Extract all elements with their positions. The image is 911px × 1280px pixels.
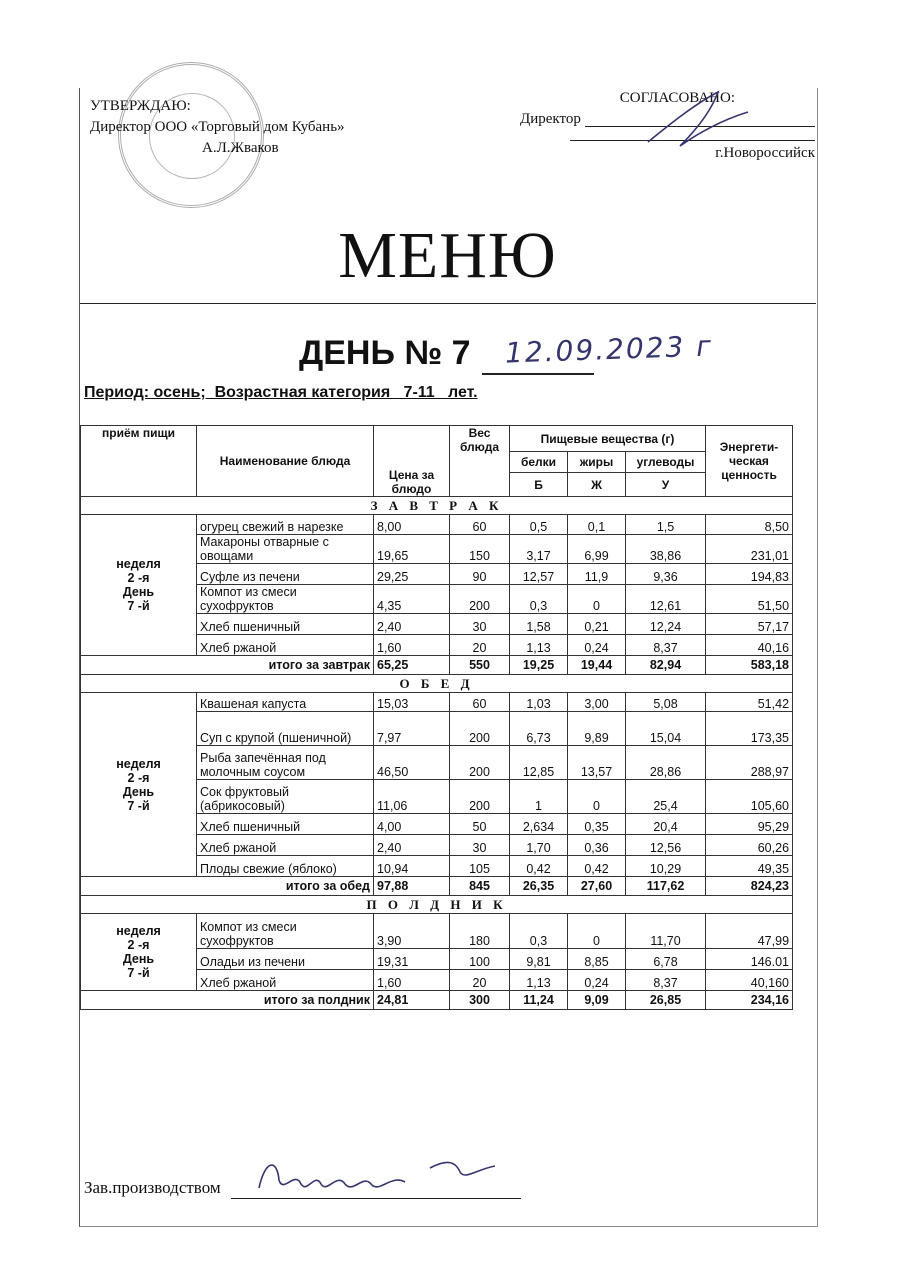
protein-cell: 12,57 (510, 564, 568, 585)
page-title: МЕНЮ (338, 219, 557, 292)
protein-cell: 3,17 (510, 535, 568, 564)
approve-title: УТВЕРЖДАЮ: (90, 98, 191, 114)
total-fat-cell: 19,44 (568, 656, 626, 675)
carbs-cell: 1,5 (626, 515, 706, 535)
footer-label: Зав.производством (84, 1178, 221, 1197)
energy-cell: 49,35 (706, 856, 793, 877)
meal-group-week: неделя (116, 756, 161, 771)
fat-cell: 8,85 (568, 949, 626, 970)
approve-name: А.Л.Жваков (202, 140, 279, 156)
dish-name-cell: огурец свежий в нарезке (197, 515, 374, 535)
agreed-position: Директор (520, 111, 581, 127)
carbs-cell: 10,29 (626, 856, 706, 877)
weight-cell: 50 (450, 814, 510, 835)
meal-group-cell (81, 515, 197, 656)
day-underline (482, 373, 594, 375)
total-label: итого за обед (81, 877, 374, 896)
dish-name-cell: Компот из смеси сухофруктов (197, 585, 374, 614)
energy-cell: 146.01 (706, 949, 793, 970)
fat-cell: 0,1 (568, 515, 626, 535)
weight-cell: 180 (450, 914, 510, 949)
energy-cell: 231,01 (706, 535, 793, 564)
weight-cell: 20 (450, 635, 510, 656)
meal-group-week-no: 2 -я (127, 938, 150, 952)
price-cell: 2,40 (374, 835, 450, 856)
carbs-cell: 28,86 (626, 746, 706, 780)
meal-group-day-no: 7 -й (127, 966, 150, 980)
table-row (81, 914, 793, 949)
energy-cell: 173,35 (706, 712, 793, 746)
footer-signature-line (231, 1198, 521, 1199)
total-protein-cell: 11,24 (510, 991, 568, 1010)
header-protein: белки (510, 452, 568, 473)
fat-cell: 0,21 (568, 614, 626, 635)
fat-cell: 13,57 (568, 746, 626, 780)
weight-cell: 60 (450, 693, 510, 712)
fat-cell: 0 (568, 780, 626, 814)
weight-cell: 30 (450, 614, 510, 635)
price-cell: 4,00 (374, 814, 450, 835)
meal-group-day-no: 7 -й (127, 798, 150, 813)
title-divider (80, 303, 816, 304)
price-cell: 8,00 (374, 515, 450, 535)
price-cell: 11,06 (374, 780, 450, 814)
total-row (81, 877, 793, 896)
total-fat-cell: 9,09 (568, 991, 626, 1010)
section-title: З А В Т Р А К (81, 497, 793, 515)
energy-cell: 51,50 (706, 585, 793, 614)
price-cell: 29,25 (374, 564, 450, 585)
energy-cell: 8,50 (706, 515, 793, 535)
footer-block (84, 1178, 221, 1198)
weight-cell: 90 (450, 564, 510, 585)
dish-name-cell: Квашеная капуста (197, 693, 374, 712)
dish-name-cell: Компот из смеси сухофруктов (197, 914, 374, 949)
fat-cell: 9,89 (568, 712, 626, 746)
meal-group-cell (81, 693, 197, 877)
total-carbs-cell: 117,62 (626, 877, 706, 896)
total-price-cell: 24,81 (374, 991, 450, 1010)
section-title: П О Л Д Н И К (81, 896, 793, 914)
dish-name-cell: Плоды свежие (яблоко) (197, 856, 374, 877)
energy-cell: 288,97 (706, 746, 793, 780)
header-protein-short: Б (510, 473, 568, 497)
weight-cell: 200 (450, 712, 510, 746)
energy-cell: 47,99 (706, 914, 793, 949)
energy-cell: 57,17 (706, 614, 793, 635)
fat-cell: 11,9 (568, 564, 626, 585)
city: г.Новороссийск (715, 145, 815, 161)
dish-name-cell: Хлеб пшеничный (197, 614, 374, 635)
total-row (81, 656, 793, 675)
carbs-cell: 38,86 (626, 535, 706, 564)
energy-cell: 105,60 (706, 780, 793, 814)
dish-name-cell: Хлеб ржаной (197, 835, 374, 856)
day-label: ДЕНЬ № 7 (299, 334, 471, 372)
manager-signature (255, 1150, 505, 1210)
section-row (81, 497, 793, 515)
meal-group-week-no: 2 -я (127, 571, 150, 585)
weight-cell: 200 (450, 780, 510, 814)
carbs-cell: 15,04 (626, 712, 706, 746)
dish-name-cell: Рыба запечённая под молочным соусом (197, 746, 374, 780)
price-cell: 19,65 (374, 535, 450, 564)
header-dish: Наименование блюда (197, 426, 374, 497)
carbs-cell: 11,70 (626, 914, 706, 949)
energy-cell: 40,160 (706, 970, 793, 991)
table-row (81, 693, 793, 712)
total-weight-cell: 845 (450, 877, 510, 896)
protein-cell: 0,3 (510, 914, 568, 949)
total-energy-cell: 824,23 (706, 877, 793, 896)
fat-cell: 0,24 (568, 635, 626, 656)
price-cell: 46,50 (374, 746, 450, 780)
meal-group-day: День (122, 784, 155, 799)
total-price-cell: 97,88 (374, 877, 450, 896)
table-row (81, 515, 793, 535)
weight-cell: 100 (450, 949, 510, 970)
dish-name-cell: Суфле из печени (197, 564, 374, 585)
carbs-cell: 25,4 (626, 780, 706, 814)
header-price: Цена за блюдо (374, 426, 450, 497)
agreed-title: СОГЛАСОВАНО: (619, 90, 735, 106)
meal-group-week: неделя (116, 924, 161, 938)
period-line: Период: осень; Возрастная категория 7-11 лет. (84, 384, 478, 401)
energy-cell: 60,26 (706, 835, 793, 856)
protein-cell: 12,85 (510, 746, 568, 780)
energy-cell: 194,83 (706, 564, 793, 585)
weight-cell: 200 (450, 746, 510, 780)
fat-cell: 0,24 (568, 970, 626, 991)
header-fat-short: Ж (568, 473, 626, 497)
fat-cell: 0 (568, 585, 626, 614)
protein-cell: 1 (510, 780, 568, 814)
price-cell: 19,31 (374, 949, 450, 970)
meal-group-day: День (122, 952, 155, 966)
section-row (81, 896, 793, 914)
price-cell: 2,40 (374, 614, 450, 635)
dish-name-cell: Суп с крупой (пшеничной) (197, 712, 374, 746)
total-label: итого за полдник (81, 991, 374, 1010)
total-fat-cell: 27,60 (568, 877, 626, 896)
carbs-cell: 20,4 (626, 814, 706, 835)
price-cell: 15,03 (374, 693, 450, 712)
weight-cell: 105 (450, 856, 510, 877)
total-row (81, 991, 793, 1010)
protein-cell: 2,634 (510, 814, 568, 835)
fat-cell: 0,36 (568, 835, 626, 856)
total-weight-cell: 300 (450, 991, 510, 1010)
price-cell: 3,90 (374, 914, 450, 949)
weight-cell: 150 (450, 535, 510, 564)
total-energy-cell: 583,18 (706, 656, 793, 675)
meal-group-cell (81, 914, 197, 991)
protein-cell: 0,5 (510, 515, 568, 535)
header-nutrients: Пищевые вещества (г) (510, 426, 706, 452)
total-carbs-cell: 82,94 (626, 656, 706, 675)
dish-name-cell: Макароны отварные с овощами (197, 535, 374, 564)
energy-cell: 40,16 (706, 635, 793, 656)
weight-cell: 200 (450, 585, 510, 614)
protein-cell: 6,73 (510, 712, 568, 746)
menu-table (80, 425, 793, 1010)
total-label: итого за завтрак (81, 656, 374, 675)
total-energy-cell: 234,16 (706, 991, 793, 1010)
dish-name-cell: Оладьи из печени (197, 949, 374, 970)
protein-cell: 1,03 (510, 693, 568, 712)
fat-cell: 0 (568, 914, 626, 949)
fat-cell: 0,35 (568, 814, 626, 835)
price-cell: 10,94 (374, 856, 450, 877)
carbs-cell: 8,37 (626, 635, 706, 656)
approval-block (90, 96, 345, 159)
approve-position: Директор ООО «Торговый дом Кубань» (90, 119, 345, 135)
energy-cell: 51,42 (706, 693, 793, 712)
section-title: О Б Е Д (81, 675, 793, 693)
header-meal: приём пищи (81, 426, 197, 497)
day-date: 12.09.2023 г (504, 329, 714, 370)
protein-cell: 1,70 (510, 835, 568, 856)
carbs-cell: 12,61 (626, 585, 706, 614)
meal-group-week-no: 2 -я (127, 770, 150, 785)
carbs-cell: 5,08 (626, 693, 706, 712)
protein-cell: 0,42 (510, 856, 568, 877)
header-carbs-short: У (626, 473, 706, 497)
total-protein-cell: 26,35 (510, 877, 568, 896)
price-cell: 7,97 (374, 712, 450, 746)
weight-cell: 20 (450, 970, 510, 991)
protein-cell: 1,13 (510, 970, 568, 991)
price-cell: 1,60 (374, 635, 450, 656)
carbs-cell: 9,36 (626, 564, 706, 585)
total-protein-cell: 19,25 (510, 656, 568, 675)
protein-cell: 9,81 (510, 949, 568, 970)
fat-cell: 0,42 (568, 856, 626, 877)
dish-name-cell: Хлеб пшеничный (197, 814, 374, 835)
director-signature (640, 84, 760, 164)
weight-cell: 60 (450, 515, 510, 535)
fat-cell: 6,99 (568, 535, 626, 564)
total-carbs-cell: 26,85 (626, 991, 706, 1010)
fat-cell: 3,00 (568, 693, 626, 712)
price-cell: 1,60 (374, 970, 450, 991)
energy-cell: 95,29 (706, 814, 793, 835)
meal-group-day-no: 7 -й (127, 599, 150, 613)
header-energy: Энергети-ческая ценность (706, 426, 793, 497)
protein-cell: 1,58 (510, 614, 568, 635)
carbs-cell: 12,24 (626, 614, 706, 635)
total-price-cell: 65,25 (374, 656, 450, 675)
meal-group-day: День (122, 585, 155, 599)
carbs-cell: 6,78 (626, 949, 706, 970)
protein-cell: 0,3 (510, 585, 568, 614)
carbs-cell: 8,37 (626, 970, 706, 991)
header-fat: жиры (568, 452, 626, 473)
carbs-cell: 12,56 (626, 835, 706, 856)
dish-name-cell: Хлеб ржаной (197, 635, 374, 656)
weight-cell: 30 (450, 835, 510, 856)
dish-name-cell: Сок фруктовый (абрикосовый) (197, 780, 374, 814)
meal-group-week: неделя (116, 557, 161, 571)
price-cell: 4,35 (374, 585, 450, 614)
header-carbs: углеводы (626, 452, 706, 473)
total-weight-cell: 550 (450, 656, 510, 675)
header-weight: Вес блюда (450, 426, 510, 497)
dish-name-cell: Хлеб ржаной (197, 970, 374, 991)
protein-cell: 1,13 (510, 635, 568, 656)
section-row (81, 675, 793, 693)
